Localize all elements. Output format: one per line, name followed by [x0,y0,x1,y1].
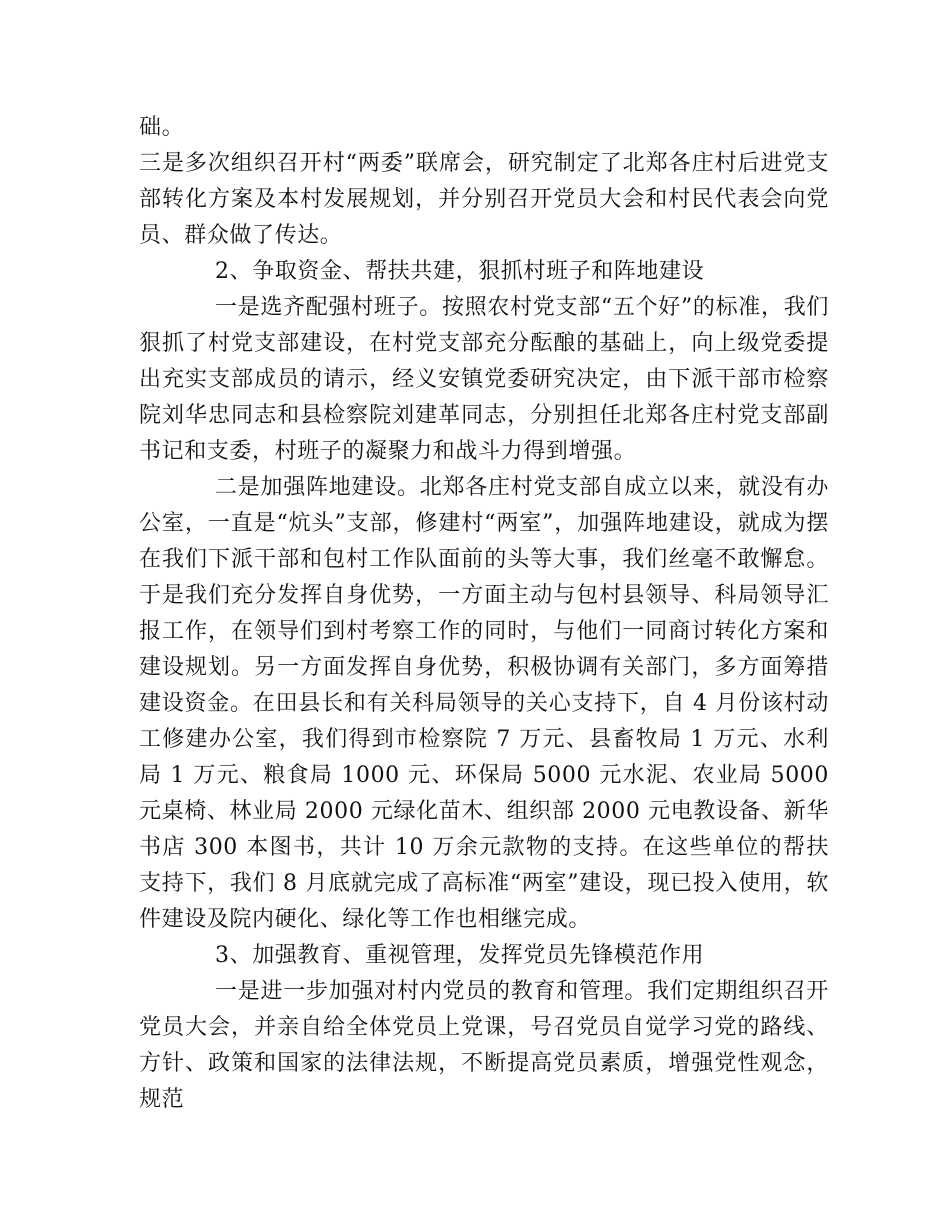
section-heading-2: 2、争取资金、帮扶共建，狠抓村班子和阵地建设 [215,259,705,284]
paragraph-member-education: 一是进一步加强对村内党员的教育和管理。我们定期组织召开党员大会，并亲自给全体党员上党课，号召党员自觉学习党的路线、方针、政策和国家的法律法规，不断提高党员素质，增强党性观念，规范 [139,979,829,1112]
paragraph-position-building: 二是加强阵地建设。北郑各庄村党支部自成立以来，就没有办公室，一直是“炕头”支部，修建村“两室”，加强阵地建设，就成为摆在我们下派干部和包村工作队面前的头等大事，我们丝毫不敢懈怠。于是我们充分发挥自身优势，一方面主动与包村县领导、科局领导汇报工作，在领导们到村考察工作的同时，与他们一同商讨转化方案和建设规划。另一方面发挥自身优势，积极协调有关部门，多方面筹措建设资金。在田县长和有关科局领导的关心支持下，自 4 月份该村动工修建办公室，我们得到市检察院 7 万元、县畜牧局 1 万元、水利局 1 万元、粮食局 1000 元、环保局 5000 元水泥、农业局 5000 元桌椅、林业局 2000 元绿化苗木、组织部 2000 元电教设备、新华书店 300 本图书，共计 10 万余元款物的支持。在这些单位的帮扶支持下，我们 8 月底就完成了高标准“两室”建设，现已投入使用，软件建设及院内硬化、绿化等工作也相继完成。 [139,475,829,932]
section-heading-3: 3、加强教育、重视管理，发挥党员先锋模范作用 [215,943,705,968]
paragraph-continuation: 础。 [139,115,185,140]
paragraph-team-building: 一是选齐配强村班子。按照农村党支部“五个好”的标准，我们狠抓了村党支部建设，在村党支部充分酝酿的基础上，向上级党委提出充实支部成员的请示，经义安镇党委研究决定，由下派干部市检察院刘华忠同志和县检察院刘建革同志，分别担任北郑各庄村党支部副书记和支委，村班子的凝聚力和战斗力得到增强。 [139,295,829,464]
document-page [139,110,829,1118]
paragraph-third-measure: 三是多次组织召开村“两委”联席会，研究制定了北郑各庄村后进党支部转化方案及本村发展规划，并分别召开党员大会和村民代表会向党员、群众做了传达。 [139,151,829,248]
